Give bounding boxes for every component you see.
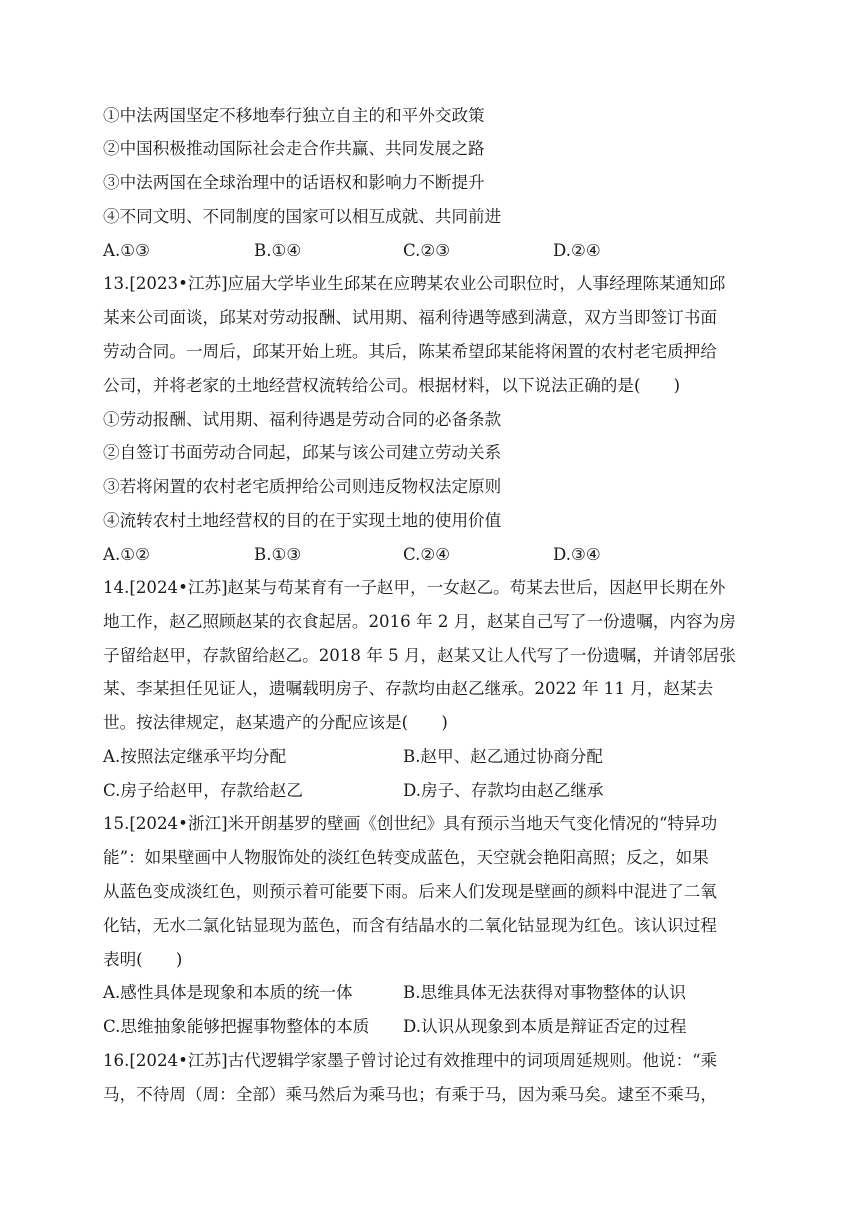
q12-statement-2: ②中国积极推动国际社会走合作共赢、共同发展之路 [103,139,485,158]
q16-stem-line-1: 16.[2024•江苏]古代逻辑学家墨子曾讨论过有效推理中的词项周延规则。他说：“乘 [103,1051,718,1070]
q14-option-b: B.赵甲、赵乙通过协商分配 [403,747,603,766]
q13-stem-line-4: 公司，并将老家的土地经营权流转给公司。根据材料，以下说法正确的是( ) [103,376,681,395]
q13-statement-3: ③若将闲置的农村老宅质押给公司则违反物权法定原则 [103,477,502,496]
q12-option-b: B.①④ [254,241,302,260]
q13-stem-line-1: 13.[2023•江苏]应届大学毕业生邱某在应聘某农业公司职位时，人事经理陈某通知邱 [103,274,726,293]
q15-option-b: B.思维具体无法获得对事物整体的认识 [403,983,686,1002]
q13-stem-line-3: 劳动合同。一周后，邱某开始上班。其后，陈某希望邱某能将闲置的农村老宅质押给 [103,342,717,361]
q15-stem-line-1: 15.[2024•浙江]米开朗基罗的壁画《创世纪》具有预示当地天气变化情况的“特异功 [103,814,718,833]
q12-option-d: D.②④ [553,241,601,260]
q13-option-d: D.③④ [553,545,601,564]
q15-option-d: D.认识从现象到本质是辩证否定的过程 [403,1017,687,1036]
q14-stem-line-3: 子留给赵甲，存款留给赵乙。2018 年 5 月，赵某又让人代写了一份遗嘱，并请邻居张 [103,646,736,665]
q14-stem-line-2: 地工作，赵乙照顾赵某的衣食起居。2016 年 2 月，赵某自己写了一份遗嘱，内容为房 [103,612,736,631]
q12-statement-3: ③中法两国在全球治理中的话语权和影响力不断提升 [103,173,485,192]
q12-option-c: C.②③ [403,241,451,260]
q15-stem-line-5: 表明( ) [103,950,183,969]
q15-option-c: C.思维抽象能够把握事物整体的本质 [103,1017,370,1036]
q12-option-a: A.①③ [103,241,151,260]
q14-option-c: C.房子给赵甲，存款给赵乙 [103,781,303,800]
q12-statement-4: ④不同文明、不同制度的国家可以相互成就、共同前进 [103,207,502,226]
q14-stem-line-1: 14.[2024•江苏]赵某与苟某育有一子赵甲，一女赵乙。苟某去世后，因赵甲长期在外 [103,578,726,597]
q14-stem-line-5: 世。按法律规定，赵某遗产的分配应该是( ) [103,713,448,732]
q13-option-a: A.①② [103,545,151,564]
q15-option-a: A.感性具体是现象和本质的统一体 [103,983,353,1002]
q13-statement-2: ②自签订书面劳动合同起，邱某与该公司建立劳动关系 [103,443,502,462]
q13-statement-4: ④流转农村土地经营权的目的在于实现土地的使用价值 [103,511,502,530]
q16-stem-line-2: 马，不待周（周：全部）乘马然后为乘马也；有乘于马，因为乘马矣。逮至不乘马， [103,1085,717,1104]
q13-option-c: C.②④ [403,545,451,564]
q13-option-b: B.①③ [254,545,302,564]
q15-stem-line-3: 从蓝色变成淡红色，则预示着可能要下雨。后来人们发现是壁画的颜料中混进了二氧 [103,882,717,901]
q15-stem-line-2: 能”：如果壁画中人物服饰处的淡红色转变成蓝色，天空就会艳阳高照；反之，如果 [103,848,709,867]
q13-statement-1: ①劳动报酬、试用期、福利待遇是劳动合同的必备条款 [103,410,502,429]
q14-stem-line-4: 某、李某担任见证人，遗嘱载明房子、存款均由赵乙继承。2022 年 11 月，赵某去 [103,679,714,698]
q13-stem-line-2: 某来公司面谈，邱某对劳动报酬、试用期、福利待遇等感到满意，双方当即签订书面 [103,308,717,327]
q14-option-a: A.按照法定继承平均分配 [103,747,287,766]
q15-stem-line-4: 化钴，无水二氯化钴显现为蓝色，而含有结晶水的二氧化钴显现为红色。该认识过程 [103,916,717,935]
q12-statement-1: ①中法两国坚定不移地奉行独立自主的和平外交政策 [103,106,485,125]
q14-option-d: D.房子、存款均由赵乙继承 [403,781,604,800]
